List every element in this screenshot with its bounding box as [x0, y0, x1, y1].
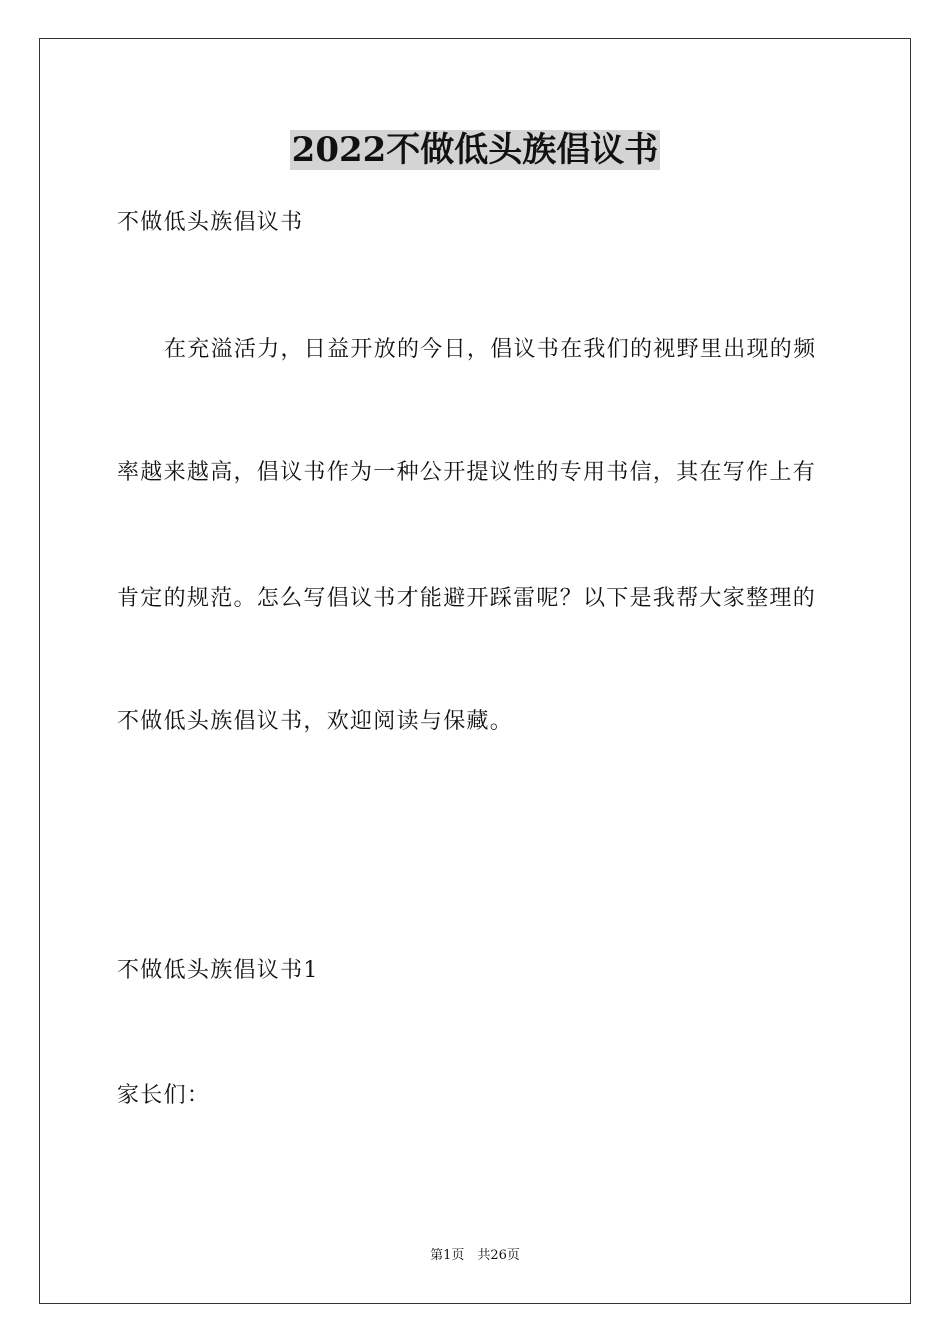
intro-line-2: 率越来越高，倡议书作为一种公开提议性的专用书信，其在写作上有 — [117, 460, 817, 485]
salutation: 家长们： — [117, 1083, 211, 1108]
intro-line-3: 肯定的规范。怎么写倡议书才能避开踩雷呢？以下是我帮大家整理的 — [117, 586, 817, 611]
document-title — [0, 126, 950, 174]
document-title-text: 2022不做低头族倡议书 — [291, 130, 659, 170]
page-footer: 第1页 共26页 — [430, 1248, 520, 1263]
intro-line-1: 在充溢活力，日益开放的今日，倡议书在我们的视野里出现的频 — [164, 337, 817, 362]
document-subtitle: 不做低头族倡议书 — [117, 210, 304, 235]
section-heading: 不做低头族倡议书1 — [117, 958, 319, 983]
intro-line-4: 不做低头族倡议书，欢迎阅读与保藏。 — [117, 709, 514, 734]
